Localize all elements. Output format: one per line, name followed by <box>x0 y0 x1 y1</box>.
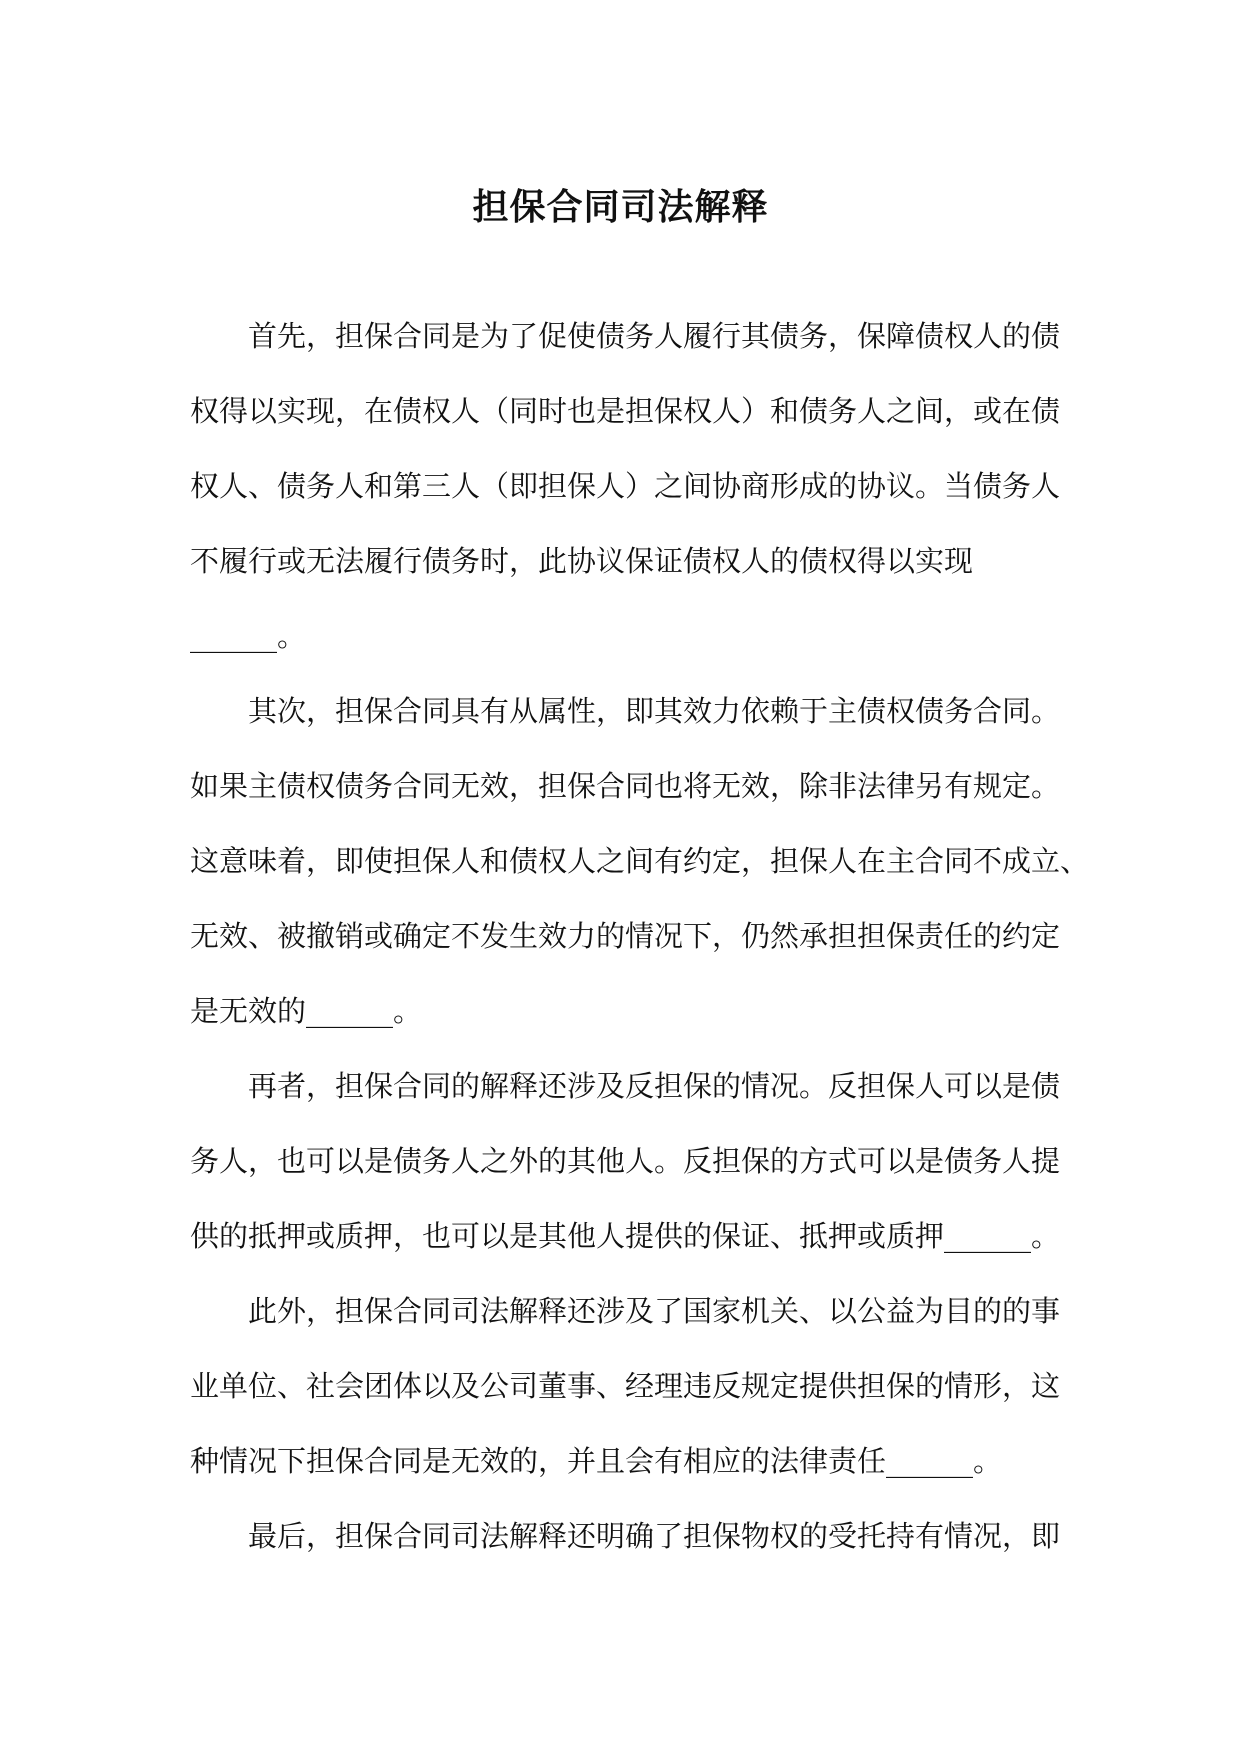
paragraph-1-line-5: ______。 <box>190 619 307 653</box>
paragraph-4-line-3: 种情况下担保合同是无效的，并且会有相应的法律责任______。 <box>190 1444 1003 1478</box>
paragraph-1-line-2: 权得以实现，在债权人（同时也是担保权人）和债务人之间，或在债 <box>190 394 1061 428</box>
paragraph-3-line-2: 务人，也可以是债务人之外的其他人。反担保的方式可以是债务人提 <box>190 1144 1061 1178</box>
paragraph-5-line-1: 最后，担保合同司法解释还明确了担保物权的受托持有情况，即 <box>248 1519 1061 1553</box>
document-title: 担保合同司法解释 <box>472 186 769 228</box>
paragraph-3-line-3: 供的抵押或质押，也可以是其他人提供的保证、抵押或质押______。 <box>190 1219 1061 1253</box>
paragraph-4-line-2: 业单位、社会团体以及公司董事、经理违反规定提供担保的情形，这 <box>190 1369 1061 1403</box>
paragraph-4-line-1: 此外，担保合同司法解释还涉及了国家机关、以公益为目的的事 <box>248 1294 1061 1328</box>
paragraph-2-line-5: 是无效的______。 <box>190 994 423 1028</box>
paragraph-2-line-1: 其次，担保合同具有从属性，即其效力依赖于主债权债务合同。 <box>248 694 1061 728</box>
paragraph-1-line-3: 权人、债务人和第三人（即担保人）之间协商形成的协议。当债务人 <box>190 469 1061 503</box>
paragraph-3-line-1: 再者，担保合同的解释还涉及反担保的情况。反担保人可以是债 <box>248 1069 1061 1103</box>
paragraph-2-line-2: 如果主债权债务合同无效，担保合同也将无效，除非法律另有规定。 <box>190 769 1061 803</box>
paragraph-2-line-3: 这意味着，即使担保人和债权人之间有约定，担保人在主合同不成立、 <box>190 844 1090 878</box>
paragraph-1-line-1: 首先，担保合同是为了促使债务人履行其债务，保障债权人的债 <box>248 319 1061 353</box>
paragraph-2-line-4: 无效、被撤销或确定不发生效力的情况下，仍然承担担保责任的约定 <box>190 919 1061 953</box>
paragraph-1-line-4: 不履行或无法履行债务时，此协议保证债权人的债权得以实现 <box>190 544 974 578</box>
